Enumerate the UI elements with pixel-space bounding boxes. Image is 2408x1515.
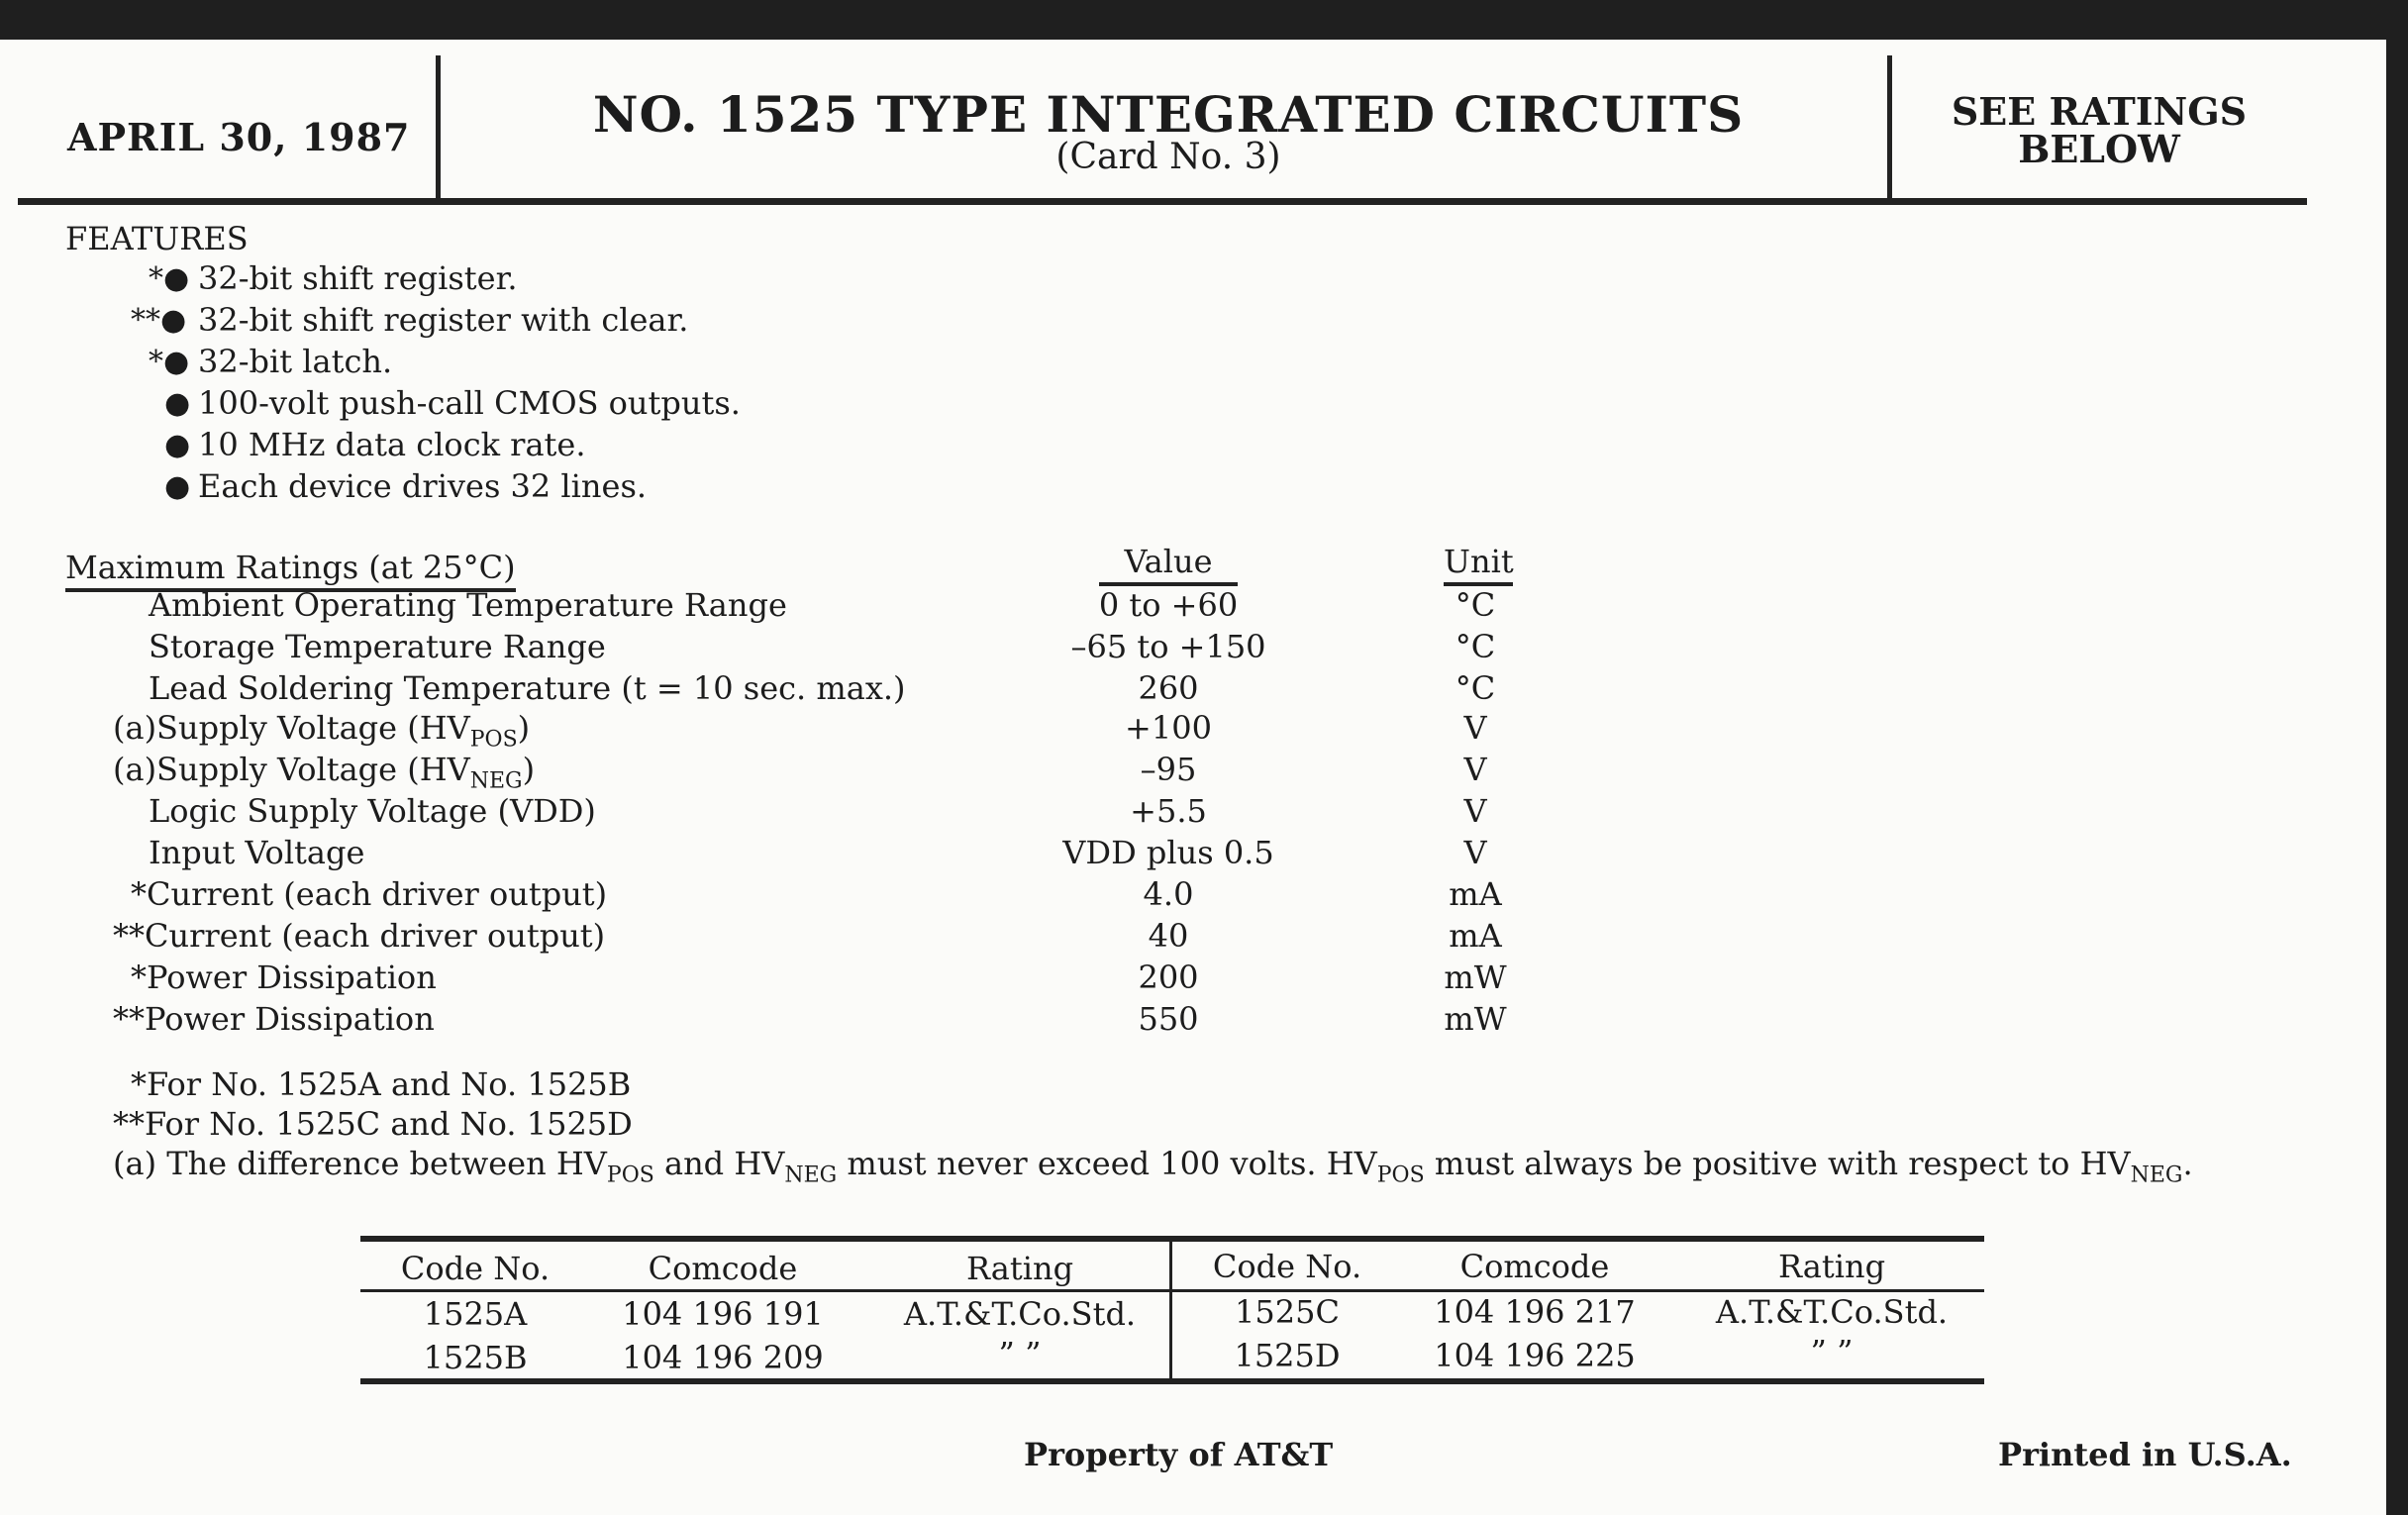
footnote-double-star: **For No. 1525C and No. 1525D: [113, 1105, 633, 1143]
rating-name: Ambient Operating Temperature Range: [149, 586, 787, 624]
feature-marker: **●: [131, 303, 187, 338]
rating-unit: mW: [1444, 959, 1507, 996]
code-table-cell: 104 196 209: [622, 1339, 824, 1376]
rating-name-subscript: NEG: [469, 768, 523, 794]
code-table-header: Code No.: [400, 1250, 551, 1287]
footnote-text: (a) The difference between HV: [113, 1145, 607, 1182]
rating-name: Storage Temperature Range: [149, 628, 606, 665]
rating-name: [113, 709, 530, 752]
code-table-cell: 104 196 217: [1434, 1293, 1636, 1331]
feature-marker: *●: [149, 261, 190, 296]
rating-value: 40: [1148, 917, 1189, 955]
code-table-cell: 1525A: [423, 1295, 528, 1333]
footnote-a: [113, 1145, 2193, 1187]
rating-value: 200: [1138, 959, 1199, 996]
rating-name: [113, 751, 535, 793]
features-heading: FEATURES: [65, 220, 249, 257]
see-ratings-line1: SEE RATINGS: [1951, 89, 2248, 134]
footnote-text: must never exceed 100 volts. HV: [837, 1145, 1377, 1182]
feature-marker: ●: [164, 386, 191, 421]
rating-unit: mA: [1449, 917, 1502, 955]
code-table-cell: 1525C: [1235, 1293, 1340, 1331]
rating-unit: °C: [1455, 669, 1496, 707]
rating-unit: V: [1463, 834, 1487, 871]
property-notice: Property of AT&T: [1024, 1436, 1334, 1473]
card-title: NO. 1525 TYPE INTEGRATED CIRCUITS: [592, 85, 1745, 144]
rating-value: –65 to +150: [1070, 628, 1266, 665]
feature-marker: ●: [164, 469, 191, 504]
rating-name: *Current (each driver output): [131, 875, 608, 913]
code-table-cell: ” ”: [998, 1335, 1042, 1372]
feature-item: Each device drives 32 lines.: [198, 467, 648, 505]
rating-value: 550: [1138, 1000, 1199, 1038]
rating-name: **Power Dissipation: [113, 1000, 435, 1038]
code-table-header: Rating: [1777, 1248, 1886, 1285]
rating-name: Input Voltage: [149, 834, 365, 871]
code-table-cell: A.T.&T.Co.Std.: [1715, 1293, 1949, 1331]
feature-item: 32-bit shift register.: [198, 259, 518, 297]
rating-value: VDD plus 0.5: [1062, 834, 1274, 871]
rating-value: 260: [1138, 669, 1199, 707]
see-ratings-note: [1901, 89, 2297, 171]
code-table-bottom-rule: [360, 1378, 1984, 1384]
rating-name: Lead Soldering Temperature (t = 10 sec. max.): [149, 669, 906, 707]
rating-name-text: ): [517, 709, 531, 747]
rating-unit: V: [1463, 792, 1487, 830]
code-table-header: Comcode: [1459, 1248, 1610, 1285]
rating-value: 4.0: [1143, 875, 1194, 913]
footnote-text: must always be positive with respect to HV: [1424, 1145, 2131, 1182]
card-subtitle: (Card No. 3): [1055, 137, 1281, 177]
rating-unit: °C: [1455, 586, 1496, 624]
rating-unit: mW: [1444, 1000, 1507, 1038]
code-table-header-rule: [360, 1289, 1984, 1292]
ratings-heading: Maximum Ratings (at 25°C): [65, 549, 516, 592]
footnote-subscript: NEG: [784, 1162, 838, 1188]
footnote-subscript: POS: [606, 1162, 654, 1188]
footnote-text: and HV: [653, 1145, 785, 1182]
rating-name: *Power Dissipation: [131, 959, 437, 996]
rating-name: Logic Supply Voltage (VDD): [149, 792, 596, 830]
feature-item: 10 MHz data clock rate.: [198, 426, 586, 463]
rating-value: +5.5: [1130, 792, 1207, 830]
feature-marker: ●: [164, 428, 191, 462]
feature-item: 32-bit latch.: [198, 343, 393, 380]
code-table-cell: 104 196 225: [1434, 1337, 1636, 1374]
rating-name-text: (a)Supply Voltage (HV: [113, 751, 470, 788]
rating-unit: mA: [1449, 875, 1502, 913]
footnote-single-star: *For No. 1525A and No. 1525B: [131, 1065, 632, 1103]
code-table-header: Comcode: [648, 1250, 798, 1287]
rating-value: –95: [1140, 751, 1197, 788]
rating-unit: V: [1463, 751, 1487, 788]
code-table-cell: 1525B: [423, 1339, 528, 1376]
code-table-cell: 104 196 191: [622, 1295, 824, 1333]
header-divider-left: [436, 55, 441, 198]
feature-marker: *●: [149, 345, 190, 379]
rating-unit: V: [1463, 709, 1487, 747]
code-table-top-rule: [360, 1236, 1984, 1242]
code-table-header: Code No.: [1212, 1248, 1362, 1285]
rating-name-text: (a)Supply Voltage (HV: [113, 709, 470, 747]
feature-item: 100-volt push-call CMOS outputs.: [198, 384, 741, 422]
footnote-text: .: [2182, 1145, 2193, 1182]
code-table-header: Rating: [965, 1250, 1074, 1287]
header-rule: [18, 198, 2307, 205]
unit-column-header: Unit: [1444, 543, 1513, 586]
code-table-cell: A.T.&T.Co.Std.: [903, 1295, 1137, 1333]
rating-value: +100: [1125, 709, 1212, 747]
rating-unit: °C: [1455, 628, 1496, 665]
printed-notice: Printed in U.S.A.: [1998, 1436, 2292, 1473]
rating-value: 0 to +60: [1098, 586, 1239, 624]
value-column-header: Value: [1099, 543, 1238, 586]
footnote-subscript: POS: [1376, 1162, 1425, 1188]
rating-name: **Current (each driver output): [113, 917, 606, 955]
footnote-subscript: NEG: [2130, 1162, 2183, 1188]
header-divider-right: [1887, 55, 1892, 198]
rating-name-subscript: POS: [469, 727, 518, 753]
card-date: APRIL 30, 1987: [67, 115, 411, 159]
code-table-cell: 1525D: [1234, 1337, 1341, 1374]
feature-item: 32-bit shift register with clear.: [198, 301, 689, 339]
code-table-cell: ” ”: [1810, 1333, 1854, 1370]
code-table-divider: [1169, 1238, 1172, 1382]
index-card: [0, 40, 2386, 1515]
rating-name-text: ): [522, 751, 536, 788]
see-ratings-line2: BELOW: [2018, 127, 2180, 171]
